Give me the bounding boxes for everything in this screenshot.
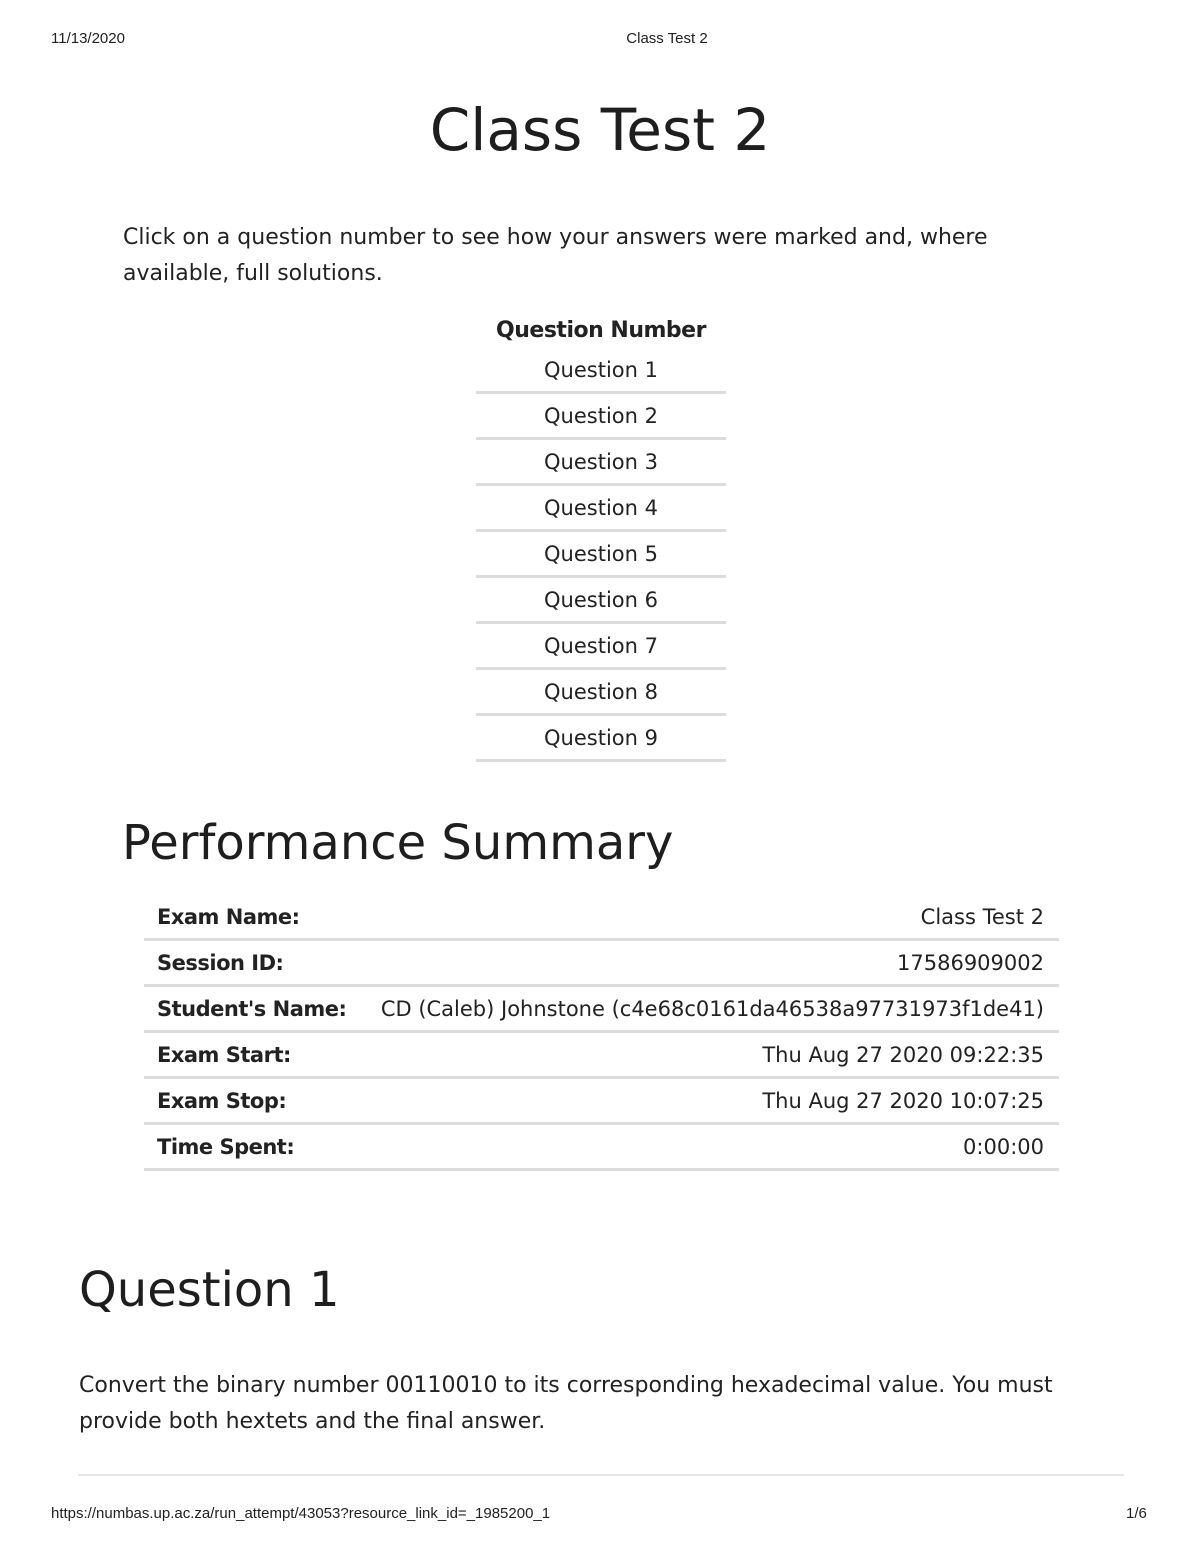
question-row [476, 485, 726, 531]
summary-label: Exam Name: [144, 895, 358, 940]
question-row [476, 439, 726, 485]
print-footer-page-number: 1/6 [1126, 1505, 1147, 1522]
performance-summary-table [144, 895, 1059, 1171]
question-row [476, 669, 726, 715]
summary-row-time-spent [144, 1124, 1059, 1170]
question-link-7[interactable]: Question 7 [544, 633, 658, 658]
question-1-heading: Question 1 [79, 1262, 340, 1318]
question-link-9[interactable]: Question 9 [544, 725, 658, 750]
question-link-2[interactable]: Question 2 [544, 403, 658, 428]
summary-value: 0:00:00 [358, 1124, 1059, 1170]
question-row [476, 348, 726, 393]
summary-label: Exam Stop: [144, 1078, 358, 1124]
summary-value: Thu Aug 27 2020 10:07:25 [358, 1078, 1059, 1124]
question-link-6[interactable]: Question 6 [544, 587, 658, 612]
question-1-prompt: Convert the binary number 00110010 to its corresponding hexadecimal value. You must provide both hextets and the final answer. [79, 1373, 1053, 1434]
performance-summary-heading: Performance Summary [122, 815, 674, 871]
page-title: Class Test 2 [429, 96, 771, 164]
print-header-date: 11/13/2020 [51, 30, 125, 47]
summary-label: Exam Start: [144, 1032, 358, 1078]
question-row [476, 577, 726, 623]
intro-text: Click on a question number to see how your answers were marked and, where available, full solutions. [123, 225, 988, 286]
summary-label: Student's Name: [144, 986, 358, 1032]
summary-label: Time Spent: [144, 1124, 358, 1170]
question-row [476, 715, 726, 761]
question-row [476, 393, 726, 439]
question-table [476, 312, 726, 762]
summary-row-session-id [144, 940, 1059, 986]
summary-label: Session ID: [144, 940, 358, 986]
summary-row-exam-name [144, 895, 1059, 940]
question-link-5[interactable]: Question 5 [544, 541, 658, 566]
summary-value: Class Test 2 [358, 895, 1059, 940]
summary-value: 17586909002 [358, 940, 1059, 986]
section-divider [78, 1474, 1124, 1476]
question-link-4[interactable]: Question 4 [544, 495, 658, 520]
question-row [476, 623, 726, 669]
question-link-3[interactable]: Question 3 [544, 449, 658, 474]
print-footer-url: https://numbas.up.ac.za/run_attempt/43053?resource_link_id=_1985200_1 [51, 1505, 551, 1522]
summary-row-exam-start [144, 1032, 1059, 1078]
question-row [476, 531, 726, 577]
summary-value: Thu Aug 27 2020 09:22:35 [358, 1032, 1059, 1078]
print-header-title: Class Test 2 [626, 30, 708, 47]
summary-row-student-name [144, 986, 1059, 1032]
summary-value: CD (Caleb) Johnstone (c4e68c0161da46538a97731973f1de41) [358, 986, 1059, 1032]
question-link-1[interactable]: Question 1 [544, 357, 658, 382]
summary-row-exam-stop [144, 1078, 1059, 1124]
question-table-header: Question Number [496, 317, 706, 343]
question-link-8[interactable]: Question 8 [544, 679, 658, 704]
